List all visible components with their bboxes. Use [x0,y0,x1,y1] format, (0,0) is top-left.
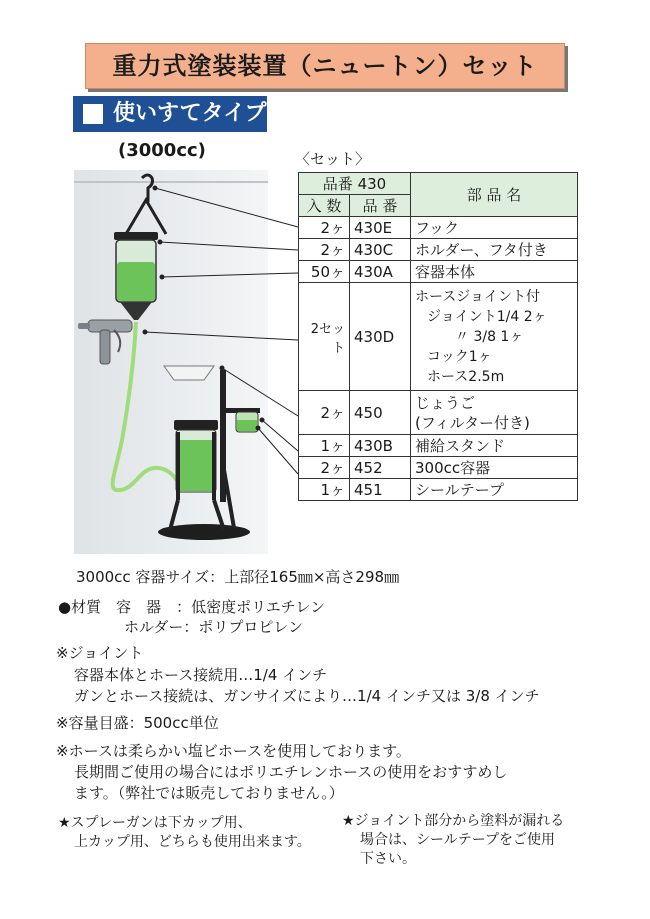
material-line-1: ●材質 容 器 ：低密度ポリエチレン [58,598,326,616]
type-label: 使いすてタイプ [113,101,267,126]
row-name: 補給スタンド [411,435,578,457]
hose-note-3: ます。（弊社では販売しておりません。） [74,784,344,802]
row-name: 容器本体 [411,261,578,283]
table-row [299,239,578,261]
row-name: フック [411,217,578,239]
capacity-note: ※容量目盛：500cc単位 [56,714,219,732]
star-note-1-line-2: 上カップ用、どちらも使用出来ます。 [74,834,311,850]
row-qty: 2ヶ [299,239,350,261]
row-qty: 2ヶ [299,217,350,239]
row-code: 451 [350,479,411,501]
row-qty: 1ヶ [299,479,350,501]
joint-line-1: 容器本体とホース接続用…1/4 インチ [74,666,328,684]
joint-title: ※ジョイント [56,644,144,662]
header-code: 品 番 [350,195,411,217]
set-label: 〈セット〉 [295,150,371,168]
star-note-2-line-2: 場合は、シールテープをご使用 [360,832,556,848]
page-title: 重力式塗装装置（ニュートン）セット [112,52,538,80]
row-name: シールテープ [411,479,578,501]
row-name [411,283,578,391]
row-code: 430A [350,261,411,283]
row-qty: 1ヶ [299,435,350,457]
row-name-line: ジョイント1/4 2ヶ [427,308,547,325]
table-row [299,479,578,501]
row-name: ホルダー、フタ付き [411,239,578,261]
row-name-line: ホース2.5m [427,368,505,385]
table-row [299,283,578,391]
table-row [299,435,578,457]
row-name-line: 〃 3/8 1ヶ [455,328,524,345]
capacity-label: (3000cc) [118,140,206,161]
table-header-row [299,173,578,195]
row-name-line: ホースジョイント付 [415,288,541,305]
table-row [299,217,578,239]
row-code: 430E [350,217,411,239]
table-row [299,261,578,283]
row-qty: 2ヶ [299,391,350,435]
row-name [411,391,578,435]
row-qty: 2セット [299,283,350,391]
row-code: 430C [350,239,411,261]
row-name-line: じょうご [415,393,476,412]
header-code-label: 品番 430 [299,173,411,195]
hose-note-1: ※ホースは柔らかい塩ビホースを使用しております。 [56,742,411,760]
star-note-1-line-1: ★スプレーガンは下カップ用、 [58,815,252,831]
table-row [299,457,578,479]
star-note-2-line-1: ★ジョイント部分から塗料が漏れる [342,813,565,829]
row-code: 452 [350,457,411,479]
joint-line-2: ガンとホース接続は、ガンサイズにより…1/4 インチ又は 3/8 インチ [74,687,540,705]
row-qty: 2ヶ [299,457,350,479]
material-line-2: ホルダー：ポリプロピレン [124,618,304,636]
hose-note-2: 長期間ご使用の場合にはポリエチレンホースの使用をおすすめし [74,763,508,781]
row-code: 450 [350,391,411,435]
header-qty: 入 数 [299,195,350,217]
row-code: 430D [350,283,411,391]
row-name: 300cc容器 [411,457,578,479]
table-row [299,391,578,435]
size-line: 3000cc 容器サイズ：上部径165㎜×高さ298㎜ [76,568,400,586]
row-name-line: (フィルター付き) [415,413,530,432]
header-parts: 部 品 名 [411,173,578,217]
row-name-line: コック1ヶ [427,348,492,365]
star-note-2-line-3: 下さい。 [360,851,416,867]
row-code: 430B [350,435,411,457]
row-qty: 50ヶ [299,261,350,283]
parts-table [298,172,578,501]
